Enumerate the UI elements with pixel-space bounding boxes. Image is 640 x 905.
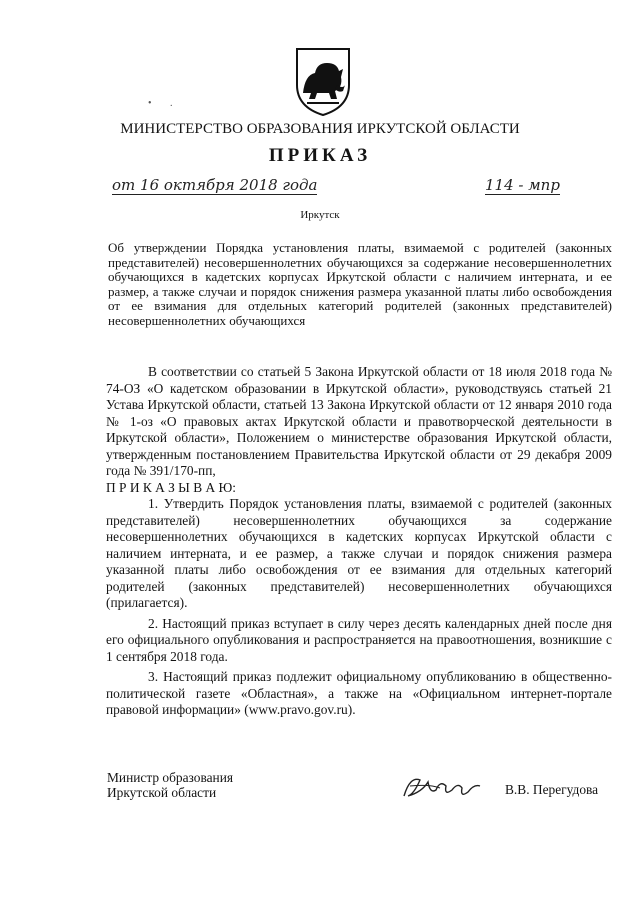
signer-name: В.В. Перегудова	[505, 782, 599, 797]
order-item-1: 1. Утвердить Порядок установления платы, взимаемой с родителей (законных представителей) несовершеннолетних обучающихся за содержание несовершеннолетних обучающихся в кадетских корпусах Иркутской области с наличием интерната, и ее размер, а также случаи и порядок снижения размера указанной платы либо освобождения от ее взимания для отдельных категорий родителей (законных представителей) несовершеннолетних обучающихся (прилагается).	[106, 496, 612, 610]
handwritten-signature	[400, 772, 485, 804]
order-item-2: 2. Настоящий приказ вступает в силу через десять календарных дней после дня его официального опубликования и распространяется на правоотношения, возникшие с 1 сентября 2018 года.	[106, 615, 612, 664]
order-item-3: 3. Настоящий приказ подлежит официальному опубликованию в общественно-политической газете «Областная», а также на «Официальном интернет-портале правовой информации» (www.pravo.gov.ru).	[106, 669, 612, 717]
document-type-title: ПРИКАЗ	[268, 145, 372, 166]
city-name: Иркутск	[300, 209, 340, 221]
order-body	[106, 364, 612, 719]
scan-specks: • .	[148, 98, 181, 109]
signer-position	[107, 771, 233, 800]
signer-position-line-1: Министр образования	[107, 770, 234, 785]
preamble-paragraph: В соответствии со статьей 5 Закона Иркутской области от 18 июля 2018 года № 74-ОЗ «О кадетском образовании в Иркутской области», руководствуясь статьей 21 Устава Иркутской области, статьей 13 Закона Иркутской области от 12 января 2010 года № 1-оз «О правовых актах Иркутской области и правотворческой деятельности в Иркутской области», Положением о министерстве образования Иркутской области, утвержденным постановлением Правительства Иркутской области от 29 декабря 2009 года № 391/170-пп,	[106, 364, 612, 478]
command-heading: П Р И К А З Ы В А Ю:	[106, 479, 236, 495]
order-date: от 16 октября 2018 года	[112, 176, 318, 194]
signer-position-line-2: Иркутской области	[107, 784, 217, 800]
ministry-name: МИНИСТЕРСТВО ОБРАЗОВАНИЯ ИРКУТСКОЙ ОБЛАСТИ	[120, 121, 520, 137]
order-number: 114 - мпр	[485, 176, 560, 194]
coat-of-arms-emblem	[293, 45, 353, 117]
order-subject: Об утверждении Порядка установления платы, взимаемой с родителей (законных представителей) несовершеннолетних обучающихся за содержание несовершеннолетних обучающихся в кадетских корпусах Иркутской области с наличием интерната, и ее размер, а также случаи и порядок снижения размера указанной платы либо освобождения от ее взимания для отдельных категорий родителей (законных представителей) несовершеннолетних обучающихся	[108, 240, 612, 328]
